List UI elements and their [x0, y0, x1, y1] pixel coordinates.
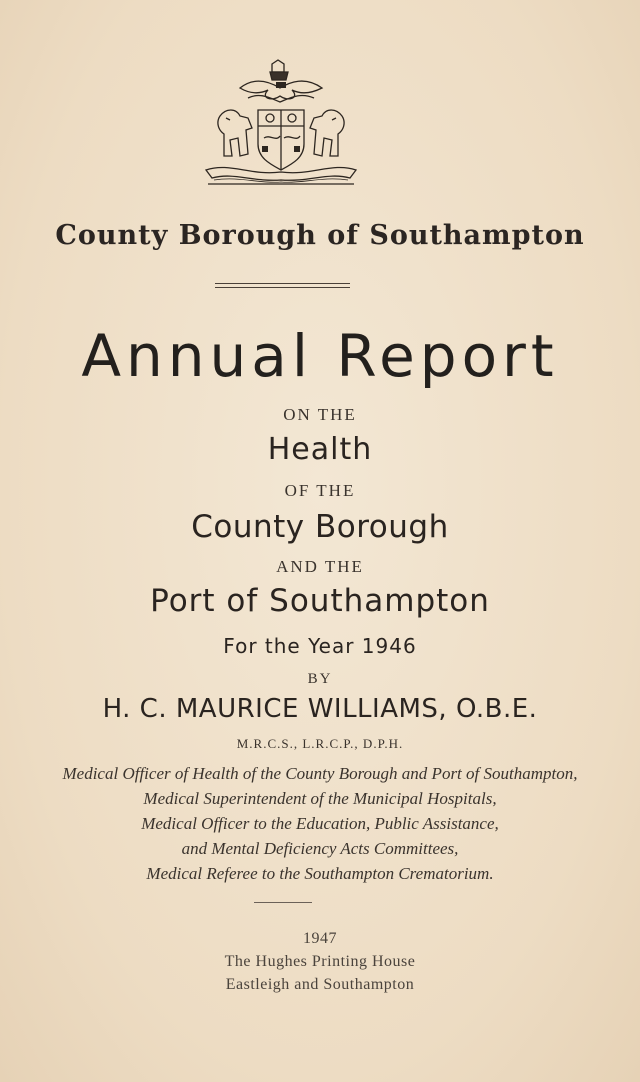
divider-rule: [215, 283, 350, 284]
of-the-label: OF THE: [284, 481, 356, 500]
year-line: For the Year 1946: [223, 634, 417, 658]
county-borough-heading: County Borough: [191, 509, 449, 545]
author-name: H. C. MAURICE WILLIAMS, O.B.E.: [102, 694, 538, 724]
on-the-label: ON THE: [283, 405, 357, 424]
and-the-label: AND THE: [276, 557, 364, 576]
publication-year: 1947: [303, 930, 337, 947]
by-label: BY: [307, 671, 333, 687]
author-role: Medical Superintendent of the Municipal Hospitals,: [143, 789, 497, 808]
health-heading: Health: [267, 432, 373, 467]
author-role: Medical Officer of Health of the County Borough and Port of Southampton,: [62, 764, 578, 783]
port-heading: Port of Southampton: [150, 583, 490, 619]
author-role: Medical Officer to the Education, Public Assistance,: [141, 814, 499, 833]
report-title: Annual Report: [81, 322, 559, 390]
borough-title: County Borough of Southampton: [55, 220, 585, 251]
author-role: and Mental Deficiency Acts Committees,: [181, 839, 459, 858]
divider-rule: [215, 287, 350, 288]
divider-rule: [254, 902, 312, 903]
printer-name: The Hughes Printing House: [224, 953, 416, 970]
borough-coat-of-arms-icon: [200, 58, 362, 188]
author-qualifications: M.R.C.S., L.R.C.P., D.P.H.: [236, 736, 404, 751]
printer-location: Eastleigh and Southampton: [225, 976, 415, 993]
author-role: Medical Referee to the Southampton Crematorium.: [146, 864, 494, 883]
